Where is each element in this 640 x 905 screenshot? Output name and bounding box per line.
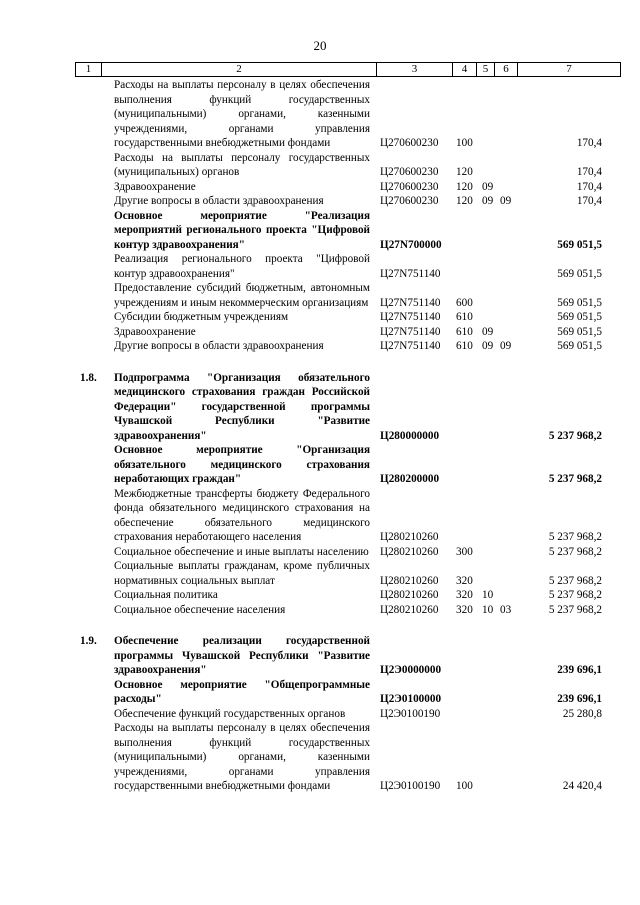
table-row <box>0 151 640 180</box>
row-sum: 170,4 <box>576 195 602 207</box>
table-row <box>0 78 640 151</box>
row-code: Ц270600230 <box>380 137 439 149</box>
table-row <box>0 545 640 560</box>
row-sum: 569 051,5 <box>557 325 602 338</box>
table-row <box>0 325 640 340</box>
table-row <box>0 209 640 253</box>
header-col-4: 4 <box>453 63 477 76</box>
row-name: Социальное обеспечение населения <box>114 603 286 616</box>
row-sum: 239 696,1 <box>557 664 602 676</box>
row-name: Основное мероприятие "Реализация мероприятий регионального проекта "Цифровой контур здравоохранения" <box>114 209 370 251</box>
row-section: 09 <box>482 195 494 207</box>
row-code: Ц27N751140 <box>380 325 441 338</box>
row-code: Ц27N751140 <box>380 311 441 323</box>
row-expense-type: 320 <box>456 603 473 616</box>
row-sum: 569 051,5 <box>557 296 602 309</box>
row-number: 1.9. <box>80 635 97 647</box>
table-row <box>0 721 640 794</box>
row-sum: 170,4 <box>576 137 602 149</box>
row-section: 09 <box>482 325 494 338</box>
row-name: Здравоохранение <box>114 325 196 338</box>
header-col-1: 1 <box>76 63 102 76</box>
table-body <box>0 78 640 794</box>
table-row <box>0 559 640 588</box>
row-name: Обеспечение функций государственных органов <box>114 707 346 720</box>
row-section: 10 <box>482 603 494 616</box>
header-col-2: 2 <box>102 63 377 76</box>
row-sum: 25 280,8 <box>562 707 602 720</box>
row-name: Подпрограмма "Организация обязательного медицинского страхования граждан Российской Федерации" государственной программы Чувашской Республики "Развитие здравоохранения" <box>114 371 370 442</box>
row-expense-type: 320 <box>456 589 473 601</box>
row-expense-type: 600 <box>456 296 473 309</box>
row-code: Ц27N751140 <box>380 267 441 280</box>
row-name: Социальные выплаты гражданам, кроме публичных нормативных социальных выплат <box>114 560 370 587</box>
row-section: 09 <box>482 340 494 352</box>
header-col-5: 5 <box>477 63 495 76</box>
row-sum: 170,4 <box>576 166 602 178</box>
row-name: Основное мероприятие "Общепрограммные расходы" <box>114 678 370 705</box>
table-row <box>0 310 640 325</box>
row-subsection: 03 <box>500 603 512 616</box>
table-row <box>0 487 640 545</box>
row-code: Ц2Э0100190 <box>380 707 441 720</box>
row-code: Ц2Э0100000 <box>380 693 442 705</box>
row-section: 10 <box>482 589 494 601</box>
table-spacer <box>0 617 640 634</box>
row-subsection: 09 <box>500 195 512 207</box>
row-sum: 5 237 968,2 <box>548 589 602 601</box>
row-expense-type: 120 <box>456 180 473 193</box>
row-expense-type: 100 <box>456 780 473 792</box>
table-row <box>0 588 640 603</box>
row-number: 1.8. <box>80 371 97 384</box>
row-code: Ц280200000 <box>380 473 440 485</box>
table-row <box>0 180 640 195</box>
row-expense-type: 320 <box>456 574 473 587</box>
row-name: Расходы на выплаты персоналу государственных (муниципальных) органов <box>114 151 370 178</box>
row-expense-type: 610 <box>456 311 473 323</box>
row-sum: 5 237 968,2 <box>548 429 602 442</box>
row-sum: 569 051,5 <box>557 267 602 280</box>
header-col-6: 6 <box>495 63 518 76</box>
page-number: 20 <box>313 38 327 53</box>
row-code: Ц27N700000 <box>380 238 442 251</box>
row-name: Реализация регионального проекта "Цифровой контур здравоохранения" <box>114 253 370 280</box>
row-sum: 239 696,1 <box>557 693 602 705</box>
header-col-7: 7 <box>566 63 572 75</box>
table-row <box>0 603 640 618</box>
row-name: Здравоохранение <box>114 180 196 193</box>
row-code: Ц27N751140 <box>380 296 441 309</box>
row-sum: 24 420,4 <box>562 780 602 792</box>
row-name: Социальное обеспечение и иные выплаты населению <box>114 545 369 558</box>
row-code: Ц280210260 <box>380 589 439 601</box>
row-sum: 569 051,5 <box>557 340 602 352</box>
row-sum: 569 051,5 <box>557 311 602 323</box>
header-col-3: 3 <box>377 63 453 76</box>
row-code: Ц280000000 <box>380 429 440 442</box>
row-name: Субсидии бюджетным учреждениям <box>114 311 289 323</box>
table-row <box>0 339 640 354</box>
row-expense-type: 610 <box>456 325 473 338</box>
row-code: Ц2Э0000000 <box>380 664 442 676</box>
row-name: Социальная политика <box>114 589 218 601</box>
row-sum: 5 237 968,2 <box>548 574 602 587</box>
row-name: Межбюджетные трансферты бюджету Федерального фонда обязательного медицинского страхования на обеспечение обязательного медицинского страхования неработающего населения <box>114 487 370 543</box>
table-row <box>0 443 640 487</box>
table-header <box>75 62 621 77</box>
row-expense-type: 300 <box>456 545 473 558</box>
table-spacer <box>0 354 640 371</box>
table-row <box>0 634 640 678</box>
row-expense-type: 100 <box>456 137 473 149</box>
row-sum: 5 237 968,2 <box>548 603 602 616</box>
row-code: Ц270600230 <box>380 195 439 207</box>
row-sum: 5 237 968,2 <box>548 545 602 558</box>
row-sum: 5 237 968,2 <box>548 473 602 485</box>
row-name: Другие вопросы в области здравоохранения <box>114 340 324 352</box>
table-row <box>0 371 640 444</box>
row-code: Ц280210260 <box>380 531 439 543</box>
row-sum: 569 051,5 <box>557 238 602 251</box>
row-code: Ц2Э0100190 <box>380 780 441 792</box>
row-name: Другие вопросы в области здравоохранения <box>114 195 324 207</box>
row-subsection: 09 <box>500 340 512 352</box>
row-code: Ц27N751140 <box>380 340 441 352</box>
row-code: Ц280210260 <box>380 574 439 587</box>
row-name: Расходы на выплаты персоналу в целях обеспечения выполнения функций государственных (муниципальными) органами, казенными учреждениями, органами управления государственными внебюджетными фондами <box>114 79 370 149</box>
row-name: Основное мероприятие "Организация обязательного медицинского страхования неработающих граждан" <box>114 444 370 485</box>
row-code: Ц270600230 <box>380 180 439 193</box>
row-expense-type: 610 <box>456 340 473 352</box>
row-expense-type: 120 <box>456 195 473 207</box>
row-section: 09 <box>482 180 494 193</box>
table-row <box>0 194 640 209</box>
table-row <box>0 281 640 310</box>
row-code: Ц270600230 <box>380 166 439 178</box>
row-code: Ц280210260 <box>380 545 439 558</box>
row-sum: 5 237 968,2 <box>548 531 602 543</box>
row-name: Расходы на выплаты персоналу в целях обеспечения выполнения функций государственных (муниципальными) органами, казенными учреждениями, органами управления государственными внебюджетными фондами <box>114 722 370 792</box>
row-name: Обеспечение реализации государственной программы Чувашской Республики "Развитие здравоохранения" <box>114 635 370 676</box>
row-expense-type: 120 <box>456 166 473 178</box>
row-name: Предоставление субсидий бюджетным, автономным учреждениям и иным некоммерческим организациям <box>114 282 370 309</box>
table-row <box>0 707 640 722</box>
table-row <box>0 252 640 281</box>
table-row <box>0 678 640 707</box>
row-sum: 170,4 <box>576 180 602 193</box>
row-code: Ц280210260 <box>380 603 439 616</box>
